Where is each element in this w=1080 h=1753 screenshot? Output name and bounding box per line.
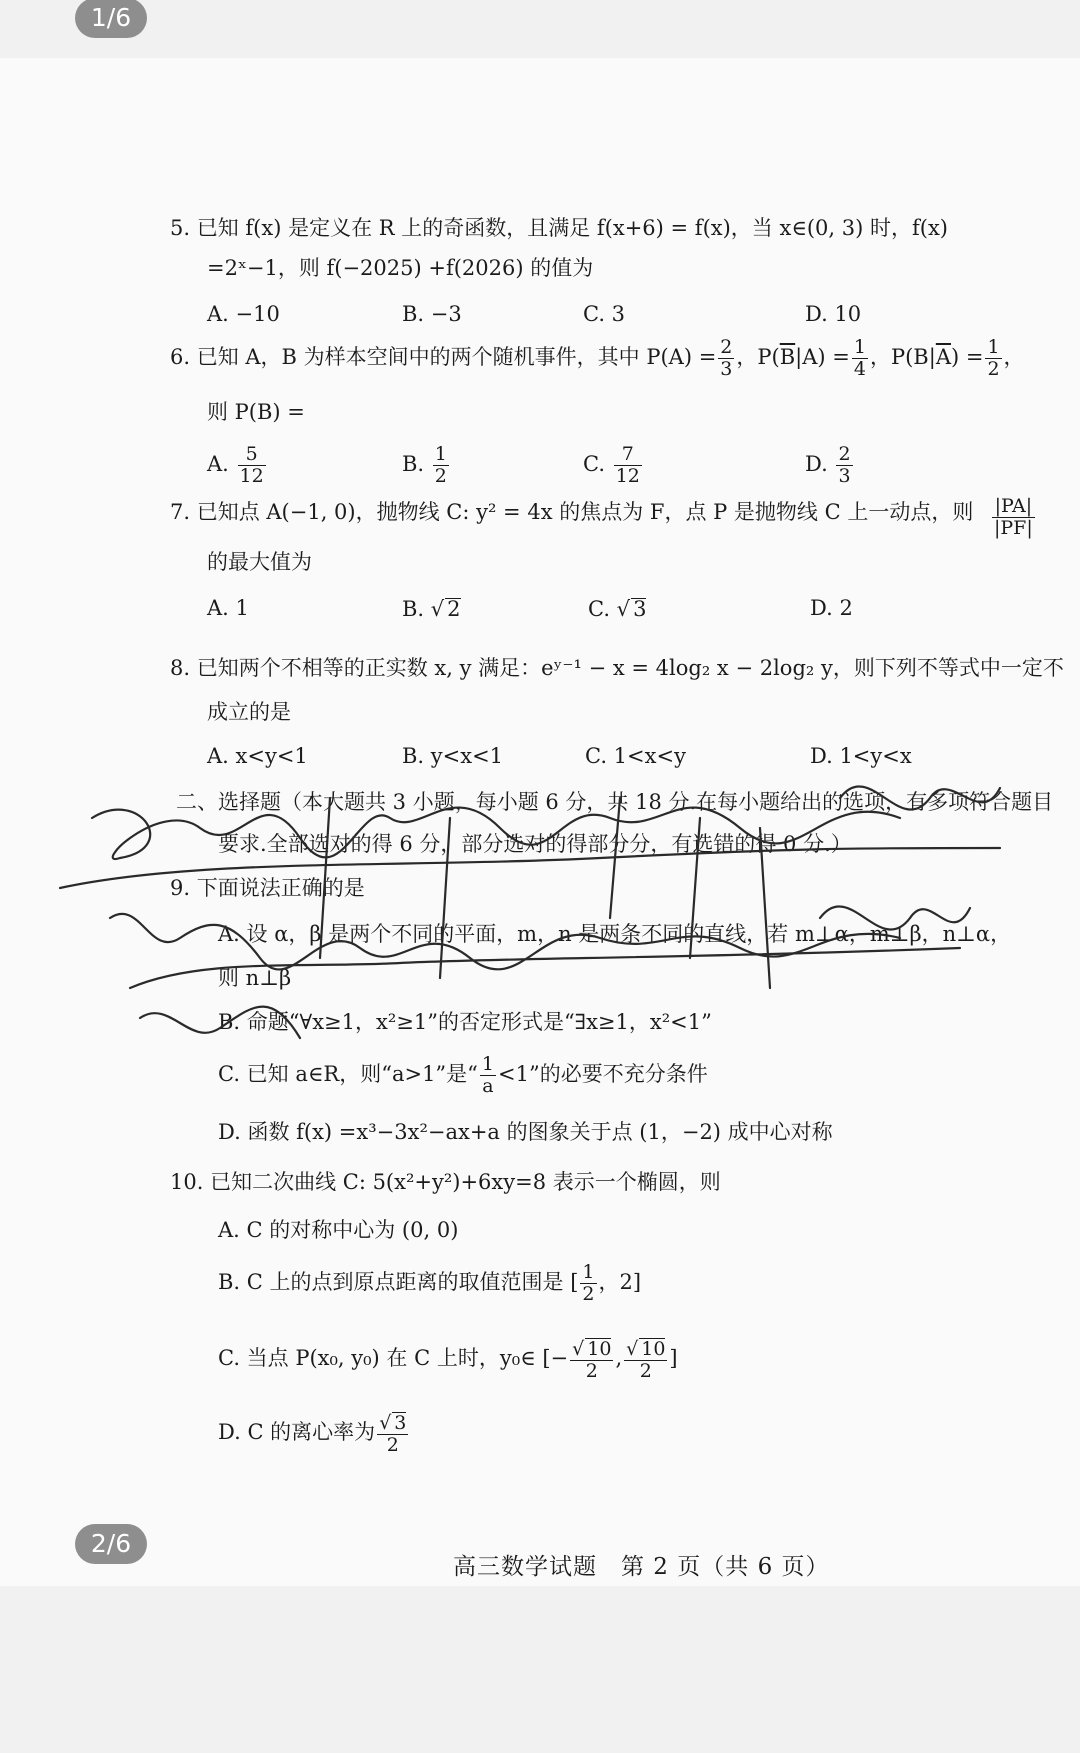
page-indicator-bottom: 2/6 [75,1524,147,1564]
q6-a-bar: $\overline{A}$ [935,345,951,369]
q9-title: 9. 下面说法正确的是 [170,876,365,900]
page-indicator-top: 1/6 [75,0,147,38]
q9-option-a-line2: 则 n⊥β [218,966,292,990]
q6-pc-fraction: $\frac{1}{2}$ [987,336,1000,380]
q8-option-b: B. y<x<1 [402,744,504,768]
q5-option-d: D. 10 [805,302,862,326]
q5-option-a: A. −10 [207,302,280,326]
q8-line1: 8. 已知两个不相等的正实数 x, y 满足：eʸ⁻¹ − x = 4log₂ x − 2log₂ y，则下列不等式中一定不 [170,656,1064,680]
q6-option-b: B. $\frac{1}{2}$ [402,443,447,487]
page-footer: 高三数学试题 第 2 页（共 6 页） [453,1554,830,1580]
q5-line1: 5. 已知 f(x) 是定义在 R 上的奇函数，且满足 f(x+6) = f(x)，当 x∈(0, 3) 时，f(x) [170,216,949,240]
q9-option-c: C. 已知 a∈R，则“a>1”是“ $\frac{1}{a}$ <1”的必要不充分条件 [218,1053,708,1097]
q7-line2: 的最大值为 [207,550,312,574]
q10-option-d: D. C 的离心率为 $\frac{√ 3}{2}$ [218,1411,407,1456]
q10-option-b: B. C 上的点到原点距离的取值范围是 [ $\frac{1}{2}$ ，2] [218,1261,642,1305]
q6-b-bar: $\overline{B}$ [779,345,796,369]
q10-title: 10. 已知二次曲线 C: 5(x²+y²)+6xy=8 表示一个椭圆，则 [170,1170,721,1194]
q8-option-d: D. 1<y<x [810,744,912,768]
q6-option-c: C. $\frac{7}{12}$ [583,443,640,487]
q8-line2: 成立的是 [207,700,291,724]
scribble-vertical-1 [610,798,620,918]
q7-option-c: C. √ 3 [588,597,647,621]
q6-pa-fraction: $\frac{2}{3}$ [720,336,733,380]
q7-pa-pf-fraction: $\frac{|PA|}{|PF|}$ [994,495,1033,539]
q9-option-b: B. 命题“∀x≥1，x²≥1”的否定形式是“∃x≥1，x²<1” [218,1010,712,1034]
q7-option-b: B. √ 2 [402,597,461,621]
q5-line2: =2ˣ−1，则 f(−2025) +f(2026) 的值为 [207,256,594,280]
q8-option-c: C. 1<x<y [585,744,686,768]
q9-option-a-line1: A. 设 α，β 是两个不同的平面，m，n 是两条不同的直线，若 m⊥α，m⊥β，n⊥α， [218,922,1012,946]
exam-page [0,58,1080,1586]
q5-option-c: C. 3 [583,302,626,326]
section2-line1: 二、选择题（本大题共 3 小题，每小题 6 分，共 18 分.在每小题给出的选项，有多项符合题目 [176,790,1054,814]
q10-option-c: C. 当点 P(x₀, y₀) 在 C 上时，y₀∈ [− $\frac{√ 10}{2}$ , $\frac{√ 10}{2}$ ] [218,1337,678,1382]
q6-pb-fraction: $\frac{1}{4}$ [853,336,866,380]
q7-option-a: A. 1 [207,596,249,620]
q6-line1: 6. 已知 A，B 为样本空间中的两个随机事件，其中 P(A) = $\frac{2}{3}$ ，$P(\overline{B}|A)$ = $\frac{1}{4}$ ，$P(B|\overline{A})$ = $\frac{1}{2}$ ， [170,336,1025,380]
q6-option-a: A. $\frac{5}{12}$ [207,443,264,487]
section2-line2: 要求.全部选对的得 6 分，部分选对的得部分分，有选错的得 0 分.） [218,832,852,856]
q10-option-a: A. C 的对称中心为 (0, 0) [218,1218,459,1242]
q7-line1: 7. 已知点 A(−1, 0)，抛物线 C: y² = 4x 的焦点为 F，点 P 是抛物线 C 上一动点，则 [170,500,974,524]
q9-option-d: D. 函数 f(x) =x³−3x²−ax+a 的图象关于点 (1，−2) 成中心对称 [218,1120,833,1144]
q6-option-d: D. $\frac{2}{3}$ [805,443,851,487]
q5-option-b: B. −3 [402,302,462,326]
q6-intro: 6. 已知 A，B 为样本空间中的两个随机事件，其中 P(A) = [170,345,717,369]
q8-option-a: A. x<y<1 [207,744,308,768]
q6-ask: 则 P(B) = [207,400,305,424]
q7-option-d: D. 2 [810,596,853,620]
